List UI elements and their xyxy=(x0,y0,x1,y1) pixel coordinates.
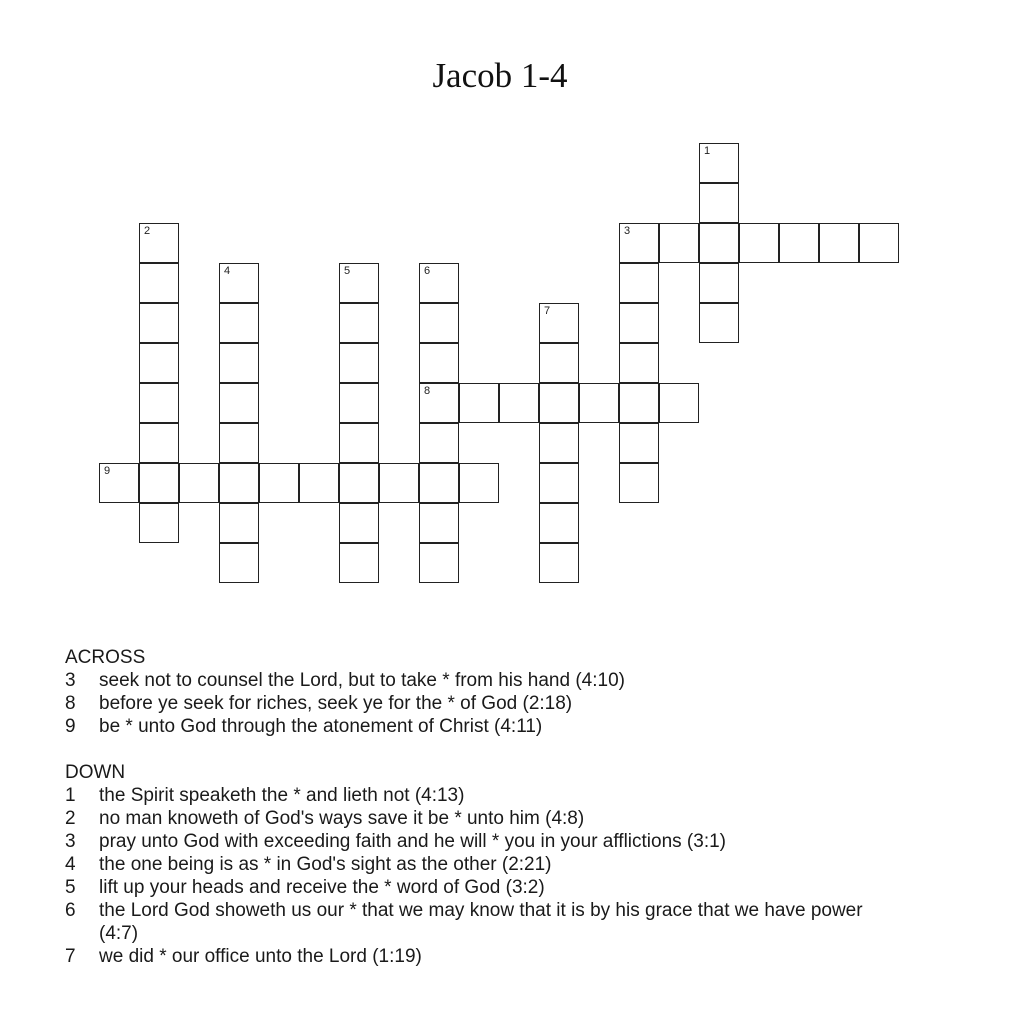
grid-cell[interactable] xyxy=(219,503,259,543)
grid-cell[interactable] xyxy=(739,223,779,263)
clue-text: seek not to counsel the Lord, but to take * from his hand (4:10) xyxy=(99,670,625,691)
clue-item xyxy=(65,715,965,738)
grid-cell[interactable] xyxy=(419,543,459,583)
grid-cell[interactable] xyxy=(419,303,459,343)
puzzle-title: Jacob 1-4 xyxy=(432,56,568,95)
grid-cell[interactable] xyxy=(219,303,259,343)
grid-cell[interactable] xyxy=(459,463,499,503)
clue-text: lift up your heads and receive the * word of God (3:2) xyxy=(99,877,545,898)
clue-item xyxy=(65,899,965,945)
down-clues xyxy=(65,784,965,968)
grid-cell[interactable] xyxy=(219,463,259,503)
grid-cell[interactable] xyxy=(619,223,659,263)
grid-cell[interactable] xyxy=(339,303,379,343)
grid-cell[interactable] xyxy=(419,463,459,503)
grid-cell[interactable] xyxy=(819,223,859,263)
grid-cell[interactable] xyxy=(139,503,179,543)
grid-cell[interactable] xyxy=(339,383,379,423)
grid-cell[interactable] xyxy=(339,503,379,543)
clue-number: 7 xyxy=(65,946,76,967)
grid-cell[interactable] xyxy=(619,383,659,423)
grid-cell[interactable] xyxy=(139,463,179,503)
grid-cell[interactable] xyxy=(179,463,219,503)
grid-cell[interactable] xyxy=(539,423,579,463)
grid-cell[interactable] xyxy=(339,263,379,303)
grid-cell[interactable] xyxy=(379,463,419,503)
down-heading: DOWN xyxy=(65,762,126,783)
grid-cell[interactable] xyxy=(539,463,579,503)
grid-cell[interactable] xyxy=(139,223,179,263)
clue-number-label: 7 xyxy=(544,305,551,317)
grid-cell[interactable] xyxy=(299,463,339,503)
grid-cell[interactable] xyxy=(699,143,739,183)
grid-cell[interactable] xyxy=(139,263,179,303)
grid-cell[interactable] xyxy=(339,463,379,503)
grid-cell[interactable] xyxy=(219,543,259,583)
grid-cell[interactable] xyxy=(99,463,139,503)
clue-text: pray unto God with exceeding faith and he will * you in your afflictions (3:1) xyxy=(99,831,726,852)
grid-cell[interactable] xyxy=(219,343,259,383)
across-clues xyxy=(65,669,965,738)
clue-number: 4 xyxy=(65,854,76,875)
clue-number: 8 xyxy=(65,693,76,714)
clue-number: 6 xyxy=(65,900,76,921)
grid-cell[interactable] xyxy=(339,343,379,383)
grid-cell[interactable] xyxy=(859,223,899,263)
across-heading: ACROSS xyxy=(65,647,146,668)
grid-cell[interactable] xyxy=(699,303,739,343)
grid-cell[interactable] xyxy=(539,503,579,543)
clue-item xyxy=(65,853,965,876)
clue-item xyxy=(65,807,965,830)
grid-cell[interactable] xyxy=(219,263,259,303)
grid-cell[interactable] xyxy=(419,423,459,463)
grid-cell[interactable] xyxy=(659,383,699,423)
grid-cell[interactable] xyxy=(139,383,179,423)
clue-text: be * unto God through the atonement of Christ (4:11) xyxy=(99,716,543,737)
grid-cell[interactable] xyxy=(539,303,579,343)
clue-number: 1 xyxy=(65,785,76,806)
clue-text: we did * our office unto the Lord (1:19) xyxy=(99,946,422,967)
clue-number: 9 xyxy=(65,716,76,737)
grid-cell[interactable] xyxy=(219,423,259,463)
clue-item xyxy=(65,784,965,807)
grid-cell[interactable] xyxy=(699,263,739,303)
grid-cell[interactable] xyxy=(419,263,459,303)
grid-cell[interactable] xyxy=(539,383,579,423)
clue-text: the one being is as * in God's sight as the other (2:21) xyxy=(99,854,552,875)
clue-text: the Spirit speaketh the * and lieth not (4:13) xyxy=(99,785,465,806)
grid-cell[interactable] xyxy=(619,343,659,383)
grid-cell[interactable] xyxy=(419,383,459,423)
grid-cell[interactable] xyxy=(139,423,179,463)
grid-cell[interactable] xyxy=(419,343,459,383)
clue-item xyxy=(65,945,965,968)
grid-cell[interactable] xyxy=(139,303,179,343)
grid-cell[interactable] xyxy=(339,543,379,583)
clue-number-label: 1 xyxy=(704,145,711,157)
grid-cell[interactable] xyxy=(699,223,739,263)
grid-cell[interactable] xyxy=(539,543,579,583)
clue-number-label: 8 xyxy=(424,385,431,397)
clue-number-label: 2 xyxy=(144,225,151,237)
clue-list xyxy=(65,646,965,968)
grid-cell[interactable] xyxy=(259,463,299,503)
grid-cell[interactable] xyxy=(619,263,659,303)
grid-cell[interactable] xyxy=(139,343,179,383)
grid-cell[interactable] xyxy=(459,383,499,423)
clue-item xyxy=(65,876,965,899)
grid-cell[interactable] xyxy=(339,423,379,463)
clue-item xyxy=(65,669,965,692)
clue-number-label: 4 xyxy=(224,265,231,277)
clue-number-label: 3 xyxy=(624,225,631,237)
grid-cell[interactable] xyxy=(659,223,699,263)
clue-number-label: 6 xyxy=(424,265,431,277)
grid-cell[interactable] xyxy=(619,423,659,463)
clue-text: no man knoweth of God's ways save it be * unto him (4:8) xyxy=(99,808,585,829)
clue-text: before ye seek for riches, seek ye for the * of God (2:18) xyxy=(99,693,573,714)
grid-cell[interactable] xyxy=(619,303,659,343)
clue-item xyxy=(65,830,965,853)
clue-number: 3 xyxy=(65,831,76,852)
grid-cell[interactable] xyxy=(779,223,819,263)
clue-number-label: 9 xyxy=(104,465,111,477)
grid-cell[interactable] xyxy=(419,503,459,543)
clue-item xyxy=(65,692,965,715)
grid-cell[interactable] xyxy=(579,383,619,423)
grid-cell[interactable] xyxy=(699,183,739,223)
clue-text: the Lord God showeth us our * that we may know that it is by his grace that we have power (4:7) xyxy=(99,900,863,944)
clue-number: 2 xyxy=(65,808,76,829)
grid-cell[interactable] xyxy=(219,383,259,423)
clue-number: 3 xyxy=(65,670,76,691)
grid-cell[interactable] xyxy=(539,343,579,383)
clue-number-label: 5 xyxy=(344,265,351,277)
grid-cell[interactable] xyxy=(619,463,659,503)
grid-cell[interactable] xyxy=(499,383,539,423)
clue-number: 5 xyxy=(65,877,76,898)
